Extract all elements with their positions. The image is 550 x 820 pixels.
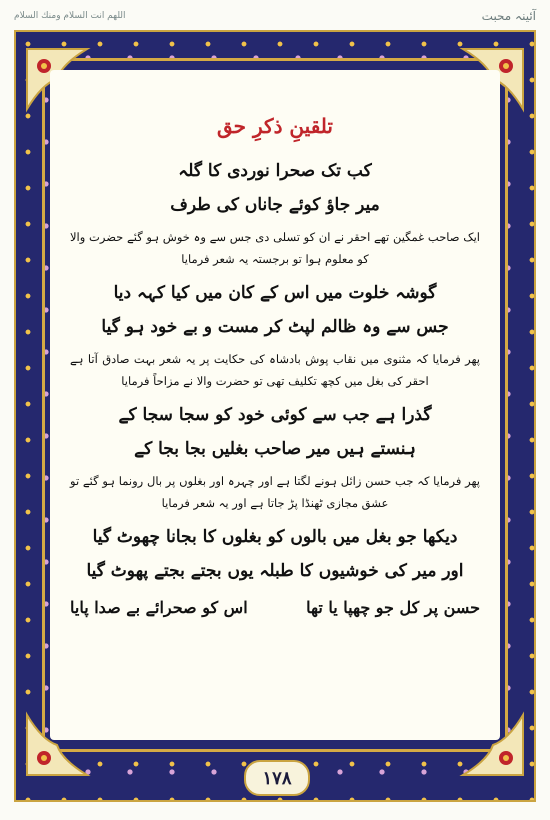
verse-line: ہنستے ہیں میر صاحب بغلیں بجا بجا کے <box>134 439 416 459</box>
final-couplet-second: اس کو صحرائے بے صدا پایا <box>70 598 248 617</box>
verse-group-2 <box>70 276 480 344</box>
verse-group-4 <box>70 520 480 588</box>
page-header <box>14 4 536 28</box>
header-left-text: اللهم انت السلام ومنك السلام <box>14 11 126 21</box>
verse-line: جس سے وہ ظالم لپٹ کر مست و بے خود ہو گیا <box>101 317 449 337</box>
prose-paragraph: پھر فرمایا کہ جب حسن زائل ہونے لگتا ہے اور چہرہ اور بغلوں پر بال رونما ہو گئے تو عشق مجازی ٹھنڈا پڑ جاتا ہے اور یہ شعر فرمایا <box>70 474 480 510</box>
verse-line: گذرا ہے جب سے کوئی خود کو سجا سجا کے <box>118 405 432 425</box>
final-couplet <box>70 598 480 617</box>
verse-line: کب تک صحرا نوردی کا گلہ <box>178 161 372 181</box>
prose-paragraph: ایک صاحب غمگین تھے احقر نے ان کو تسلی دی جس سے وہ خوش ہو گئے حضرت والا کو معلوم ہوا تو برجستہ یہ شعر فرمایا <box>70 230 480 266</box>
header-book-title: آئینہ محبت <box>481 9 536 23</box>
verse-line: اور میر کی خوشیوں کا طبلہ یوں بجتے بجتے پھوٹ گیا <box>86 561 464 581</box>
page-content <box>70 100 480 700</box>
verse-line: گوشہ خلوت میں اس کے کان میں کیا کہہ دیا <box>113 283 437 303</box>
verse-group-3 <box>70 398 480 466</box>
section-title: تلقینِ ذکرِ حق <box>217 114 333 138</box>
verse-line: میر جاؤ کوئے جاناں کی طرف <box>170 195 380 215</box>
final-couplet-first: حسن پر کل جو چھپا یا تھا <box>306 598 480 617</box>
page-number: ۱۷۸ <box>244 760 310 796</box>
prose-paragraph: پھر فرمایا کہ مثنوی میں نقاب پوش بادشاہ کی حکایت پر یہ شعر بہت صادق آتا ہے احقر کی بغل میں کچھ تکلیف تھی تو حضرت والا نے مزاحاً فرمایا <box>70 352 480 388</box>
verse-line: دیکھا جو بغل میں بالوں کو بغلوں کا بجانا چھوٹ گیا <box>92 527 458 547</box>
verse-group-1 <box>70 154 480 222</box>
